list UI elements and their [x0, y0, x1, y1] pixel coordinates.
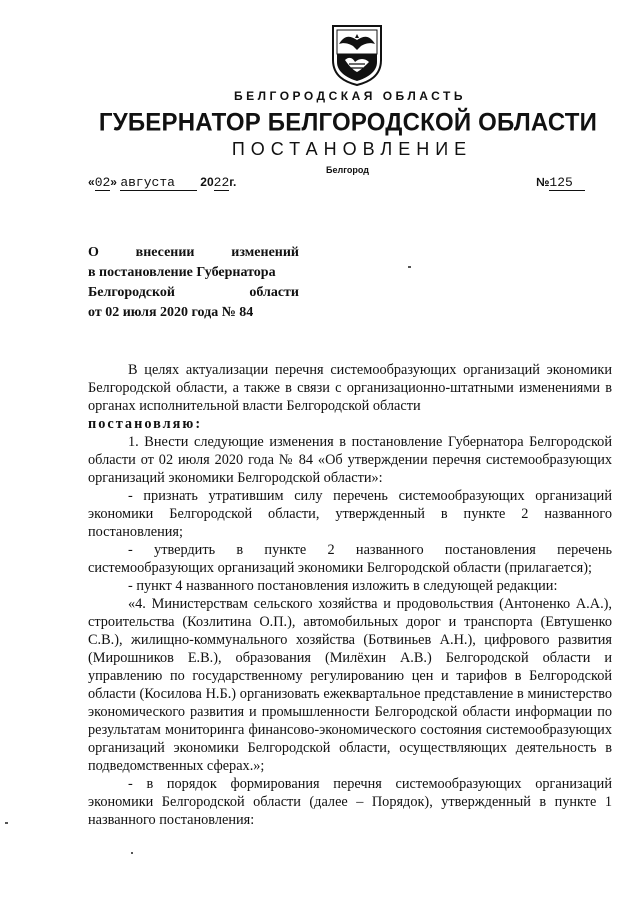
body-paragraph: - в порядок формирования перечня системообразующих организаций экономики Белгородской области (далее – Порядок), утвержденный в пункте 1 названного постановления: [88, 776, 612, 828]
city-label: Белгород [326, 165, 369, 175]
body-paragraph: - признать утратившим силу перечень системообразующих организаций экономики Белгородской области, утвержденный в пункте 2 названного постановления; [88, 488, 612, 540]
body-paragraph: - пункт 4 названного постановления изложить в следующей редакции: [128, 578, 558, 594]
subject-line: от 02 июля 2020 года № 84 [88, 305, 254, 320]
scan-speck [131, 852, 133, 854]
date-year-abbr: г. [229, 175, 237, 189]
resolve-word: постановляю: [88, 416, 203, 432]
date-year-prefix: 20 [200, 175, 214, 189]
document-subject [88, 243, 299, 323]
document-type-heading: ПОСТАНОВЛЕНИЕ [231, 139, 473, 159]
date-open-quote: « [88, 175, 95, 189]
coat-of-arms-icon [331, 24, 383, 86]
date-close-quote: » [110, 175, 117, 189]
date-year-suffix: 22 [213, 175, 230, 190]
body-paragraph: В целях актуализации перечня системообразующих организаций экономики Белгородской области, а также в связи с организационно-штатными изменениями в органах исполнительной власти Белгородской области [88, 362, 612, 414]
body-paragraph: - утвердить в пункте 2 названного постановления перечень системообразующих организаций экономики Белгородской области (прилагается); [88, 542, 612, 576]
date-month: августа [120, 175, 197, 191]
body-paragraph: 1. Внести следующие изменения в постановление Губернатора Белгородской области от 02 июля 2020 года № 84 «Об утверждении перечня системообразующих организаций экономики Белгородской области»: [88, 434, 612, 486]
region-heading: БЕЛГОРОДСКАЯ ОБЛАСТЬ [234, 89, 466, 103]
governor-heading: ГУБЕРНАТОР БЕЛГОРОДСКОЙ ОБЛАСТИ [98, 108, 598, 137]
number-prefix: № [536, 175, 550, 189]
document-body [88, 361, 612, 829]
subject-line: в постановление Губернатора [88, 265, 276, 280]
date-day: 02 [94, 175, 111, 190]
subject-line: О внесении изменений [88, 245, 299, 260]
scan-speck [408, 266, 411, 268]
body-paragraph: «4. Министерствам сельского хозяйства и продовольствия (Антоненко А.А.), строительства (Козлитина О.П.), автомобильных дорог и транспорта (Евтушенко С.В.), жилищно-коммунального хозяйства (Ботвиньев А.Н.), цифрового развития (Мирошников Е.В.), образования (Милёхин А.В.) Белгородской области и управлению по государственному регулированию цен и тарифов в Белгородской области (Косилова Н.Б.) организовать ежеквартальное представление в министерство экономического развития и промышленности Белгородской области информации по результатам мониторинга финансово-экономического состояния системообразующих организаций экономики Белгородской области, осуществляющих деятельность в подведомственных сферах.»; [88, 596, 612, 774]
number-value: 125 [549, 175, 584, 191]
document-number [536, 175, 585, 190]
scan-speck [5, 822, 8, 824]
date-line [88, 175, 236, 191]
subject-line: Белгородской области [88, 285, 299, 300]
